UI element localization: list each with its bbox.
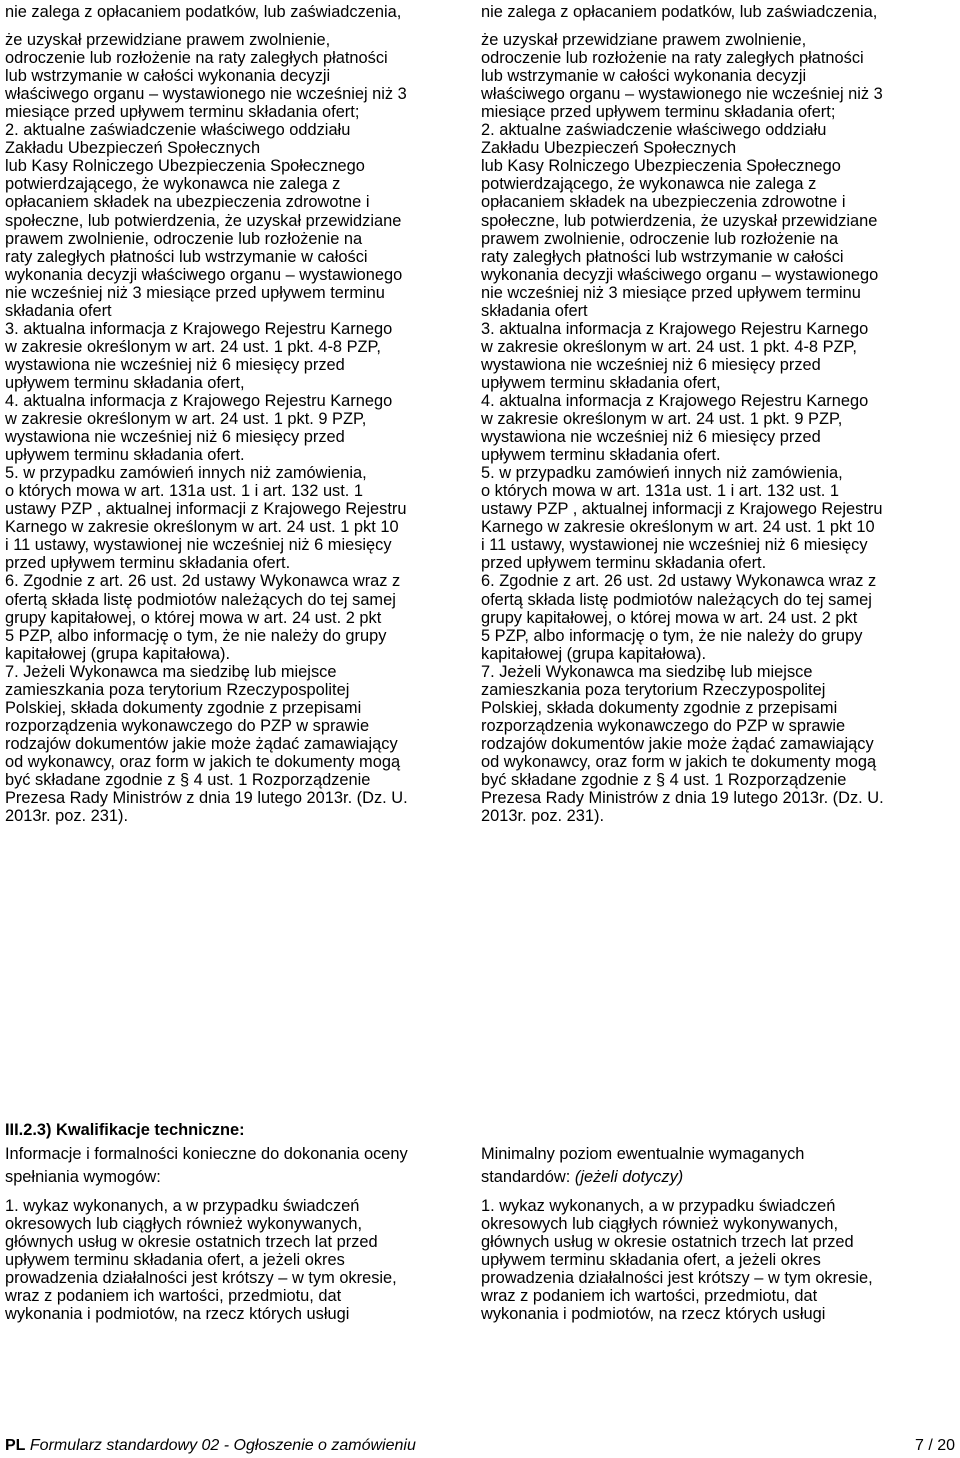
section-header-right [481, 1143, 955, 1189]
section-header-left: Informacje i formalności konieczne do dokonania oceny spełniania wymogów: [5, 1145, 408, 1186]
footer-page-number: 7 / 20 [914, 1437, 955, 1454]
right-column [481, 3, 951, 825]
page-footer [5, 1437, 955, 1455]
left-column [5, 3, 475, 825]
left-top-line: nie zalega z opłacaniem podatków, lub zaświadczenia, [5, 3, 402, 21]
section-header-row [5, 1143, 955, 1197]
section-header-right-note: (jeżeli dotyczy) [574, 1168, 684, 1186]
footer-language: PL [5, 1437, 26, 1454]
section-header-right-text: Minimalny poziom ewentualnie wymaganych standardów: [481, 1145, 805, 1186]
section-body-right: 1. wykaz wykonanych, a w przypadku świadczeń okresowych lub ciągłych również wykonywanych, głównych usług w okresie ostatnich trzech lat przed upływem terminu składania ofert, a jeżeli okres prowadzenia działalności jest krótszy – w tym okresie, wraz z podaniem ich wartości, przedmiotu, dat wykonania i podmiotów, na rzecz których usługi [481, 1197, 873, 1324]
left-column-text: że uzyskał przewidziane prawem zwolnienie, odroczenie lub rozłożenie na raty zaległych płatności lub wstrzymanie w całości wykonania decyzji właściwego organu – wystawionego nie wcześniej niż 3 miesiące przed upływem terminu składania ofert; 2. aktualne zaświadczenie właściwego oddziału Zakładu Ubezpieczeń Społecznych lub Kasy Rolniczego Ubezpieczenia Społecznego potwierdzającego, że wykonawca nie zalega z opłacaniem składek na ubezpieczenia zdrowotne i społeczne, lub potwierdzenia, że uzyskał przewidziane prawem zwolnienie, odroczenie lub rozłożenie na raty zaległych płatności lub wstrzymanie w całości wykonania decyzji właściwego organu – wystawionego nie wcześniej niż 3 miesiące przed upływem terminu składania ofert 3. aktualna informacja z Krajowego Rejestru Karnego w zakresie określonym w art. 24 ust. 1 pkt. 4-8 PZP, wystawiona nie wcześniej niż 6 miesięcy przed upływem terminu składania ofert, 4. aktualna informacja z Krajowego Rejestru Karnego w zakresie określonym w art. 24 ust. 1 pkt. 9 PZP, wystawiona nie wcześniej niż 6 miesięcy przed upływem terminu składania ofert. 5. w przypadku zamówień innych niż zamówienia, o których mowa w art. 131a ust. 1 i art. 132 ust. 1 ustawy PZP , aktualnej informacji z Krajowego Rejestru Karnego w zakresie określonym w art. 24 ust. 1 pkt 10 i 11 ustawy, wystawionej nie wcześniej niż 6 miesięcy przed upływem terminu składania ofert. 6. Zgodnie z art. 26 ust. 2d ustawy Wykonawca wraz z ofertą składa listę podmiotów należących do tej samej grupy kapitałowej, o której mowa w art. 24 ust. 2 pkt 5 PZP, albo informację o tym, że nie należy do grupy kapitałowej (grupa kapitałowa). 7. Jeżeli Wykonawca ma siedzibę lub miejsce zamieszkania poza terytorium Rzeczypospolitej Polskiej, składa dokumenty zgodnie z przepisami rozporządzenia wykonawczego do PZP w sprawie rodzajów dokumentów jakie może żądać zamawiający od wykonawcy, oraz form w jakich te dokumenty mogą być składane zgodnie z § 4 ust. 1 Rozporządzenie Prezesa Rady Ministrów z dnia 19 lutego 2013r. (Dz. U. 2013r. poz. 231). [5, 31, 408, 826]
section-title: III.2.3) Kwalifikacje techniczne: [5, 1121, 245, 1139]
footer-form-name: Formularz standardowy 02 - Ogłoszenie o zamówieniu [29, 1437, 416, 1454]
section-body-left: 1. wykaz wykonanych, a w przypadku świadczeń okresowych lub ciągłych również wykonywanych, głównych usług w okresie ostatnich trzech lat przed upływem terminu składania ofert, a jeżeli okres prowadzenia działalności jest krótszy – w tym okresie, wraz z podaniem ich wartości, przedmiotu, dat wykonania i podmiotów, na rzecz których usługi [5, 1197, 397, 1324]
right-top-line: nie zalega z opłacaniem podatków, lub zaświadczenia, [481, 3, 878, 21]
right-column-text: że uzyskał przewidziane prawem zwolnienie, odroczenie lub rozłożenie na raty zaległych płatności lub wstrzymanie w całości wykonania decyzji właściwego organu – wystawionego nie wcześniej niż 3 miesiące przed upływem terminu składania ofert; 2. aktualne zaświadczenie właściwego oddziału Zakładu Ubezpieczeń Społecznych lub Kasy Rolniczego Ubezpieczenia Społecznego potwierdzającego, że wykonawca nie zalega z opłacaniem składek na ubezpieczenia zdrowotne i społeczne, lub potwierdzenia, że uzyskał przewidziane prawem zwolnienie, odroczenie lub rozłożenie na raty zaległych płatności lub wstrzymanie w całości wykonania decyzji właściwego organu – wystawionego nie wcześniej niż 3 miesiące przed upływem terminu składania ofert 3. aktualna informacja z Krajowego Rejestru Karnego w zakresie określonym w art. 24 ust. 1 pkt. 4-8 PZP, wystawiona nie wcześniej niż 6 miesięcy przed upływem terminu składania ofert, 4. aktualna informacja z Krajowego Rejestru Karnego w zakresie określonym w art. 24 ust. 1 pkt. 9 PZP, wystawiona nie wcześniej niż 6 miesięcy przed upływem terminu składania ofert. 5. w przypadku zamówień innych niż zamówienia, o których mowa w art. 131a ust. 1 i art. 132 ust. 1 ustawy PZP , aktualnej informacji z Krajowego Rejestru Karnego w zakresie określonym w art. 24 ust. 1 pkt 10 i 11 ustawy, wystawionej nie wcześniej niż 6 miesięcy przed upływem terminu składania ofert. 6. Zgodnie z art. 26 ust. 2d ustawy Wykonawca wraz z ofertą składa listę podmiotów należących do tej samej grupy kapitałowej, o której mowa w art. 24 ust. 2 pkt 5 PZP, albo informację o tym, że nie należy do grupy kapitałowej (grupa kapitałowa). 7. Jeżeli Wykonawca ma siedzibę lub miejsce zamieszkania poza terytorium Rzeczypospolitej Polskiej, składa dokumenty zgodnie z przepisami rozporządzenia wykonawczego do PZP w sprawie rodzajów dokumentów jakie może żądać zamawiający od wykonawcy, oraz form w jakich te dokumenty mogą być składane zgodnie z § 4 ust. 1 Rozporządzenie Prezesa Rady Ministrów z dnia 19 lutego 2013r. (Dz. U. 2013r. poz. 231). [481, 31, 884, 826]
technical-qualifications-section [5, 1121, 955, 1324]
